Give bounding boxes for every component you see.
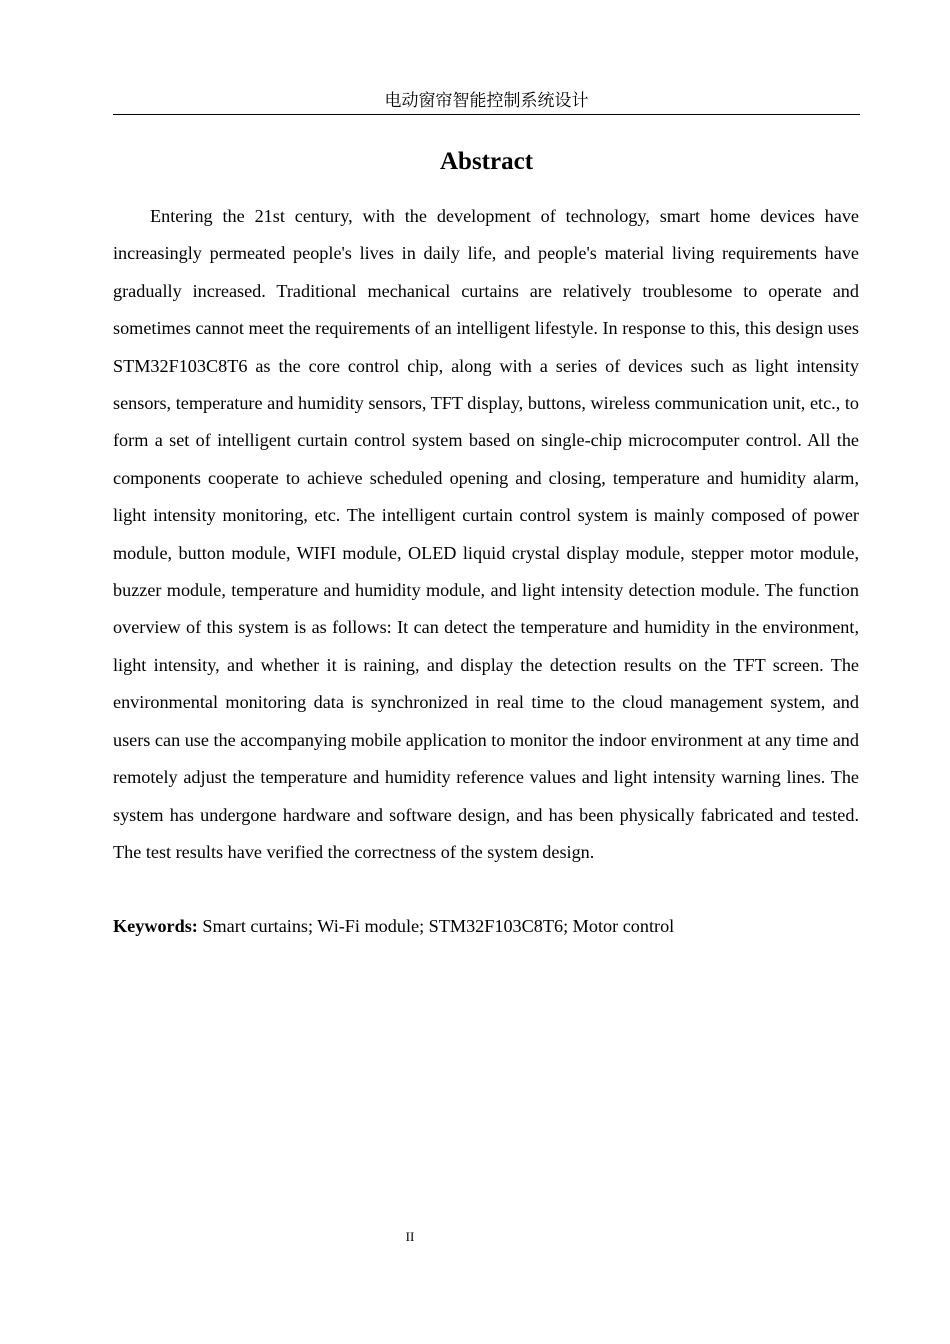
page-number: II (405, 1229, 415, 1244)
keywords-line (113, 912, 859, 940)
keywords-text: Smart curtains; Wi-Fi module; STM32F103C8T6; Motor control (197, 916, 675, 936)
running-header-title: 电动窗帘智能控制系统设计 (384, 91, 589, 111)
header-divider (113, 114, 860, 115)
abstract-heading: Abstract (439, 148, 534, 175)
keywords-label: Keywords: (113, 916, 198, 936)
abstract-paragraph: Entering the 21st century, with the development of technology, smart home devices have increasingly permeated people's lives in daily life, and people's material living requirements have gradually increased. Traditional mechanical curtains are relatively troublesome to operate and sometimes cannot meet the requirements of an intelligent lifestyle. In response to this, this design uses STM32F103C8T6 as the core control chip, along with a series of devices such as light intensity sensors, temperature and humidity sensors, TFT display, buttons, wireless communication unit, etc., to form a set of intelligent curtain control system based on single-chip microcomputer control. All the components cooperate to achieve scheduled opening and closing, temperature and humidity alarm, light intensity monitoring, etc. The intelligent curtain control system is mainly composed of power module, button module, WIFI module, OLED liquid crystal display module, stepper motor module, buzzer module, temperature and humidity module, and light intensity detection module. The function overview of this system is as follows: It can detect the temperature and humidity in the environment, light intensity, and whether it is raining, and display the detection results on the TFT screen. The environmental monitoring data is synchronized in real time to the cloud management system, and users can use the accompanying mobile application to monitor the indoor environment at any time and remotely adjust the temperature and humidity reference values and light intensity warning lines. The system has undergone hardware and software design, and has been physically fabricated and tested. The test results have verified the correctness of the system design. (113, 206, 859, 862)
